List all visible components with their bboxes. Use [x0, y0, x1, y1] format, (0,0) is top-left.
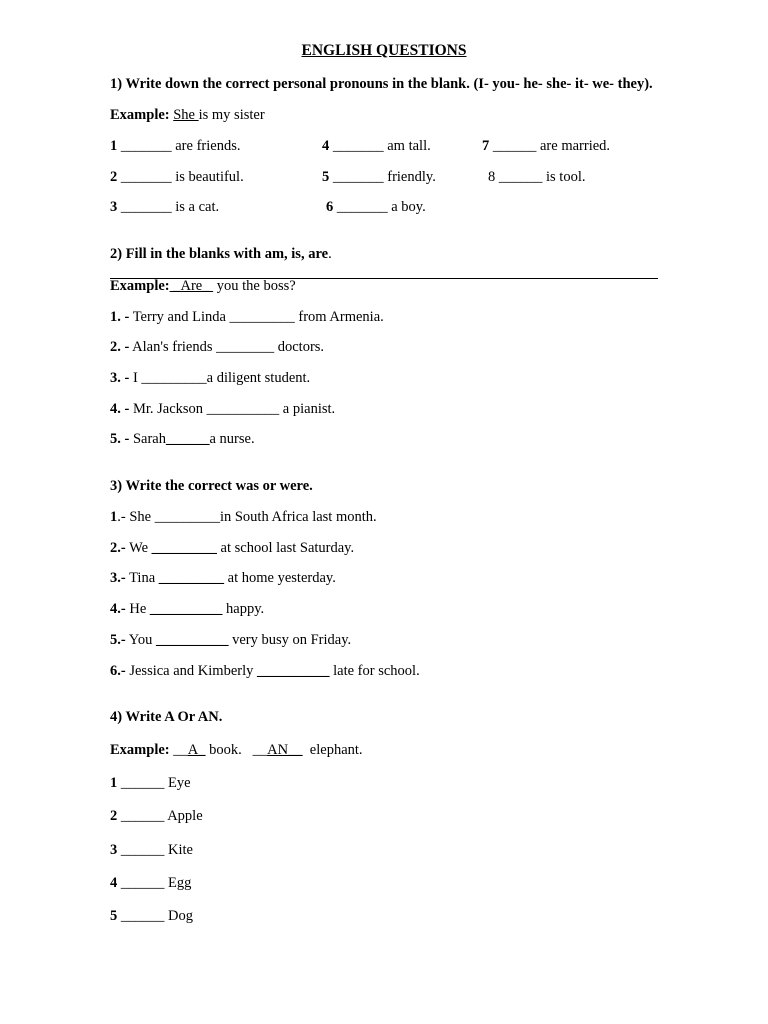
example-answer: _Are_ — [169, 278, 214, 294]
item-text-after: in South Africa last month. — [219, 509, 377, 525]
s2-item-2 — [110, 338, 324, 356]
heading-period: . — [328, 246, 332, 262]
example-answer: She — [173, 107, 199, 123]
s1-item-5 — [322, 168, 436, 186]
page-title: ENGLISH QUESTIONS — [301, 42, 467, 59]
item-text: He — [125, 601, 150, 617]
s3-item-6 — [110, 662, 420, 680]
s3-item-4 — [110, 600, 264, 618]
item-text: _______ am tall. — [329, 138, 431, 154]
item-text: We — [125, 540, 152, 556]
s4-item-2 — [110, 807, 203, 825]
item-text-after: at home yesterday. — [224, 570, 336, 586]
item-text: ______ Apple — [117, 808, 203, 824]
item-number: 2.- — [110, 540, 126, 556]
item-number: 5 — [110, 908, 118, 924]
item-number: 1 — [110, 509, 118, 525]
example-answer-a: A_ — [187, 742, 206, 758]
heading-text: 2) Fill in the blanks with am, is, are — [110, 246, 329, 262]
item-text: You — [125, 632, 156, 648]
item-text-after: at school last Saturday. — [216, 540, 355, 556]
item-text: _______ are friends. — [117, 138, 241, 154]
section-3-heading: 3) Write the correct was or were. — [110, 478, 313, 494]
section-1-heading: 1) Write down the correct personal pronouns in the blank. (I- you- he- she- it- we- they). — [110, 76, 653, 92]
example-text: book. __ — [205, 742, 268, 758]
s4-item-4 — [110, 874, 191, 892]
item-number: 2. - — [110, 339, 130, 355]
s1-item-7 — [482, 137, 610, 155]
item-text: ______ are married. — [489, 138, 611, 154]
item-number: 8 — [488, 169, 496, 185]
item-text: Tina — [125, 570, 159, 586]
s1-item-6 — [326, 198, 426, 216]
item-number: 6 — [326, 199, 334, 215]
item-number: 4 — [110, 875, 118, 891]
answer-blank: __________ — [155, 632, 229, 648]
item-text: _______ a boy. — [333, 199, 426, 215]
s2-item-5 — [110, 430, 255, 448]
example-label: Example: — [110, 278, 170, 294]
example-text: elephant. — [302, 742, 363, 758]
s4-item-5 — [110, 907, 193, 925]
item-text: ______ Egg — [117, 875, 192, 891]
item-text: .- She — [117, 509, 155, 525]
s3-item-3 — [110, 569, 336, 587]
s1-item-2 — [110, 168, 244, 186]
answer-blank: _________ — [154, 509, 220, 525]
item-number: 5. - — [110, 431, 130, 447]
item-text: ______ is tool. — [495, 169, 586, 185]
item-number: 3 — [110, 199, 118, 215]
item-number: 2 — [110, 169, 118, 185]
item-text: I _________a diligent student. — [129, 370, 311, 386]
s4-item-1 — [110, 774, 191, 792]
item-text: _______ friendly. — [329, 169, 436, 185]
answer-blank: __________ — [257, 663, 330, 679]
section-4-heading: 4) Write A Or AN. — [110, 709, 223, 725]
s3-item-5 — [110, 631, 351, 649]
item-number: 4.- — [110, 601, 126, 617]
item-number: 2 — [110, 808, 118, 824]
s1-item-4 — [322, 137, 431, 155]
s1-item-1 — [110, 137, 240, 155]
s2-item-3 — [110, 369, 310, 387]
item-text-after: a nurse. — [209, 431, 255, 447]
example-label: Example: — [110, 107, 170, 123]
answer-blank: _________ — [151, 540, 217, 556]
s3-item-1 — [110, 508, 377, 526]
section-2-example — [110, 277, 296, 295]
section-1-example — [110, 106, 265, 124]
item-number: 1 — [110, 138, 118, 154]
example-text: __ — [169, 742, 188, 758]
answer-blank: ______ — [165, 431, 210, 447]
example-answer-an: AN__ — [267, 742, 303, 758]
s4-item-3 — [110, 841, 193, 859]
item-text: Terry and Linda _________ from Armenia. — [129, 309, 384, 325]
item-number: 3.- — [110, 570, 126, 586]
s2-item-1 — [110, 308, 384, 326]
item-number: 5.- — [110, 632, 126, 648]
item-number: 4. - — [110, 401, 130, 417]
item-number: 3 — [110, 842, 118, 858]
s2-item-4 — [110, 400, 335, 418]
item-number: 1 — [110, 775, 118, 791]
item-number: 7 — [482, 138, 490, 154]
item-text: Jessica and Kimberly — [125, 663, 257, 679]
item-text-after: happy. — [222, 601, 265, 617]
item-text-after: late for school. — [329, 663, 420, 679]
item-number: 5 — [322, 169, 330, 185]
item-text: _______ is beautiful. — [117, 169, 244, 185]
s1-item-8 — [488, 168, 585, 186]
item-text: ______ Dog — [117, 908, 193, 924]
answer-blank: _________ — [158, 570, 225, 586]
example-text: you the boss? — [213, 278, 296, 294]
item-text: ______ Kite — [117, 842, 193, 858]
answer-blank: __________ — [149, 601, 223, 617]
item-text: Mr. Jackson __________ a pianist. — [129, 401, 336, 417]
item-text: _______ is a cat. — [117, 199, 220, 215]
section-2-heading — [110, 245, 332, 263]
item-text: Alan's friends ________ doctors. — [129, 339, 325, 355]
s1-item-3 — [110, 198, 219, 216]
item-number: 3. - — [110, 370, 130, 386]
item-text: ______ Eye — [117, 775, 191, 791]
section-4-example — [110, 741, 363, 759]
item-number: 1. - — [110, 309, 130, 325]
item-text-after: very busy on Friday. — [228, 632, 352, 648]
item-number: 6.- — [110, 663, 126, 679]
item-text: Sarah — [129, 431, 166, 447]
example-label: Example: — [110, 742, 170, 758]
example-text: is my sister — [198, 107, 265, 123]
s3-item-2 — [110, 539, 354, 557]
item-number: 4 — [322, 138, 330, 154]
